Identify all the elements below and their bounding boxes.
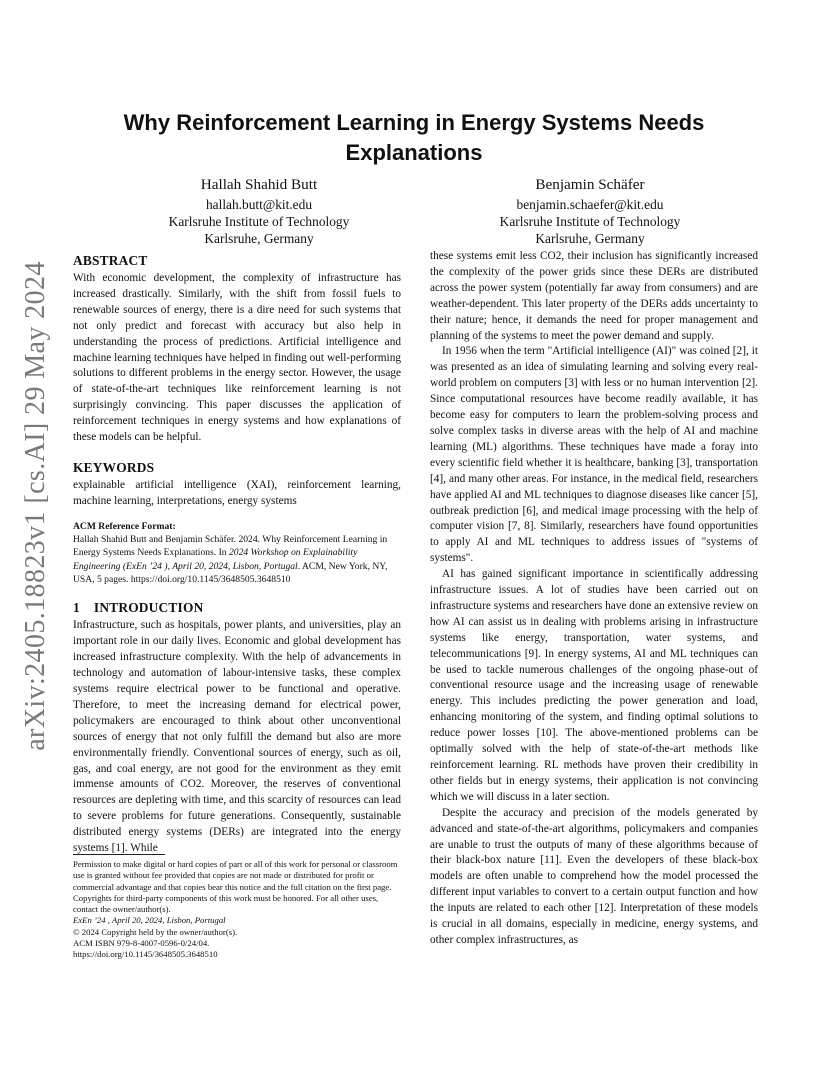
copyright-footnote [73,859,403,961]
author-email: hallah.butt@kit.edu [205,197,313,212]
author-block-1 [109,175,409,247]
intro-paragraph-1: Infrastructure, such as hospitals, power plants, and universities, play an important role in our daily lives. Economic and global development has increased infrastructure complexity. With the help of advancements in technology and automation of labour-intensive tasks, these complex systems require electrical power to be functional and operative. Therefore, to meet the increasing demand for electrical power, policymakers are encouraged to think about other unconventional sources of energy that not only fulfill the demand but also are more environmentally friendly. Conventional sources of energy, such as oil, gas, and coal energy, are not good for the environment as they emit immense amounts of CO2. Moreover, the reserves of conventional resources are depleting with time, and this scarcity of resources can lead to severe problems for future generations. Consequently, sustainable distributed energy systems (DERs) are integrated into the energy systems [1]. While [73,619,401,855]
intro-paragraph-2: In 1956 when the term "Artificial intelligence (AI)" was coined [2], it was presented as an idea of simulating learning and solving every real-world problem on computers [3] with less or no human intervention [2]. Since computational resources have become readily available, it has become easy for computers to learn the problem-solving process and solve complex tasks in diverse areas with the help of AI and machine learning (ML) algorithms. These techniques have made a foray into every scientific field whether it is healthcare, banking [3], transportation [4], and many other areas. For instance, in the medical field, researchers have applied AI and ML techniques to diagnose diseases like cancer [5], outbreak prediction [6], and medical image processing with the help of computer vision [7, 8]. Similarly, researchers have found opportunities to apply AI and ML techniques to address issues of "systems of systems". [430,345,758,565]
author-block-2 [440,175,740,247]
section-number: 1 [73,600,80,616]
footnote-venue: ExEn ’24 , April 20, 2024, Lisbon, Portugal [73,915,226,926]
author-location: Karlsruhe, Germany [204,231,314,246]
abstract-text: With economic development, the complexity of infrastructure has increased drastically. Similarly, with the shift from fossil fuels to renewable sources of energy, there is a dire need for such systems that not only predict and forecast with accuracy but also help in understanding the process of predictions. Artificial intelligence and machine learning techniques have helped in finding out well-performing solutions to different problems in the energy sector. However, the usage of state-of-the-art techniques like reinforcement learning is not surprisingly convincing. This paper discusses the application of reinforcement techniques in energy systems and how explanations of these models can be helpful. [73,272,401,444]
left-column [73,253,401,857]
introduction-heading [73,600,401,616]
arxiv-stamp-text: arXiv:2405.18823v1 [cs.AI] 29 May 2024 [20,261,52,751]
intro-paragraph-4: Despite the accuracy and precision of the models generated by advanced and state-of-the-art algorithms, policymakers and companies are unable to trust the outputs of many of these algorithms because of their black-box nature [11]. Even the developers of these black-box models are often unable to comprehend how the model processed the different input variables to convert to a certain output function and how the inputs are related to each other [12]. Interpretation of these models is crucial in all domains, especially in medicine, energy systems, and other complex infrastructures, as [430,806,758,946]
acm-reference-text [73,533,401,587]
author-affiliation: Karlsruhe Institute of Technology [499,214,681,229]
keywords-heading: KEYWORDS [73,459,155,475]
footnote-divider [73,854,165,855]
acm-reference-heading: ACM Reference Format: [73,520,176,532]
intro-paragraph-1-continued: these systems emit less CO2, their inclusion has significantly increased the complexity of the power grids since these DERs are distributed across the power system (potentially far away from consumers) and are weather-dependent. This later property of the DERs adds uncertainty to their nature; hence, it demands the need for proper management and planning of the systems to meet the power demand and supply. [430,250,758,342]
abstract-heading: ABSTRACT [73,253,148,268]
permission-notice: Permission to make digital or hard copies of part or all of this work for personal or classroom use is granted without fee provided that copies are not made or distributed for profit or commercial advantage and that copies bear this notice and the full citation on the first page. Copyrights for third-party components of this work must be honored. For all other uses, contact the owner/author(s). [73,859,398,915]
author-name: Hallah Shahid Butt [200,176,318,193]
footnote-isbn: ACM ISBN 979-8-4007-0596-0/24/04. [73,938,210,949]
footnote-doi: https://doi.org/10.1145/3648505.3648510 [73,949,218,960]
intro-paragraph-3: AI has gained significant importance in scientifically addressing infrastructure issues. A lot of studies have been carried out on infrastructure systems and researchers have done an extensive review on how AI can assist us in dealing with problems arising in infrastructure systems like energy, transportation, water systems, and telecommunications [9]. In energy systems, AI and ML techniques can be used to tackle numerous challenges of the ongoing phase-out of conventional resource usage and the increasing usage of renewable energy. This includes predicting the power generation and load, enhancing monitoring of the system, and finding optimal solutions to reduce power losses [10]. The above-mentioned problems can be optimally solved with the help of state-of-the-art methods like reinforcement learning. RL methods have proven their credibility in other fields but in energy systems, their application is not convincing which we will discuss in a later section. [430,568,758,803]
reference-authors-title: Hallah Shahid Butt and Benjamin Schäfer. 2024. Why Reinforcement Learning in Energy Systems Needs Explanations. In [73,533,388,559]
reference-venue: 2024 Workshop on Explainability Engineering (ExEn ’24 ), April 20, 2024, Lisbon, Portugal [73,547,358,572]
author-name: Benjamin Schäfer [535,176,645,193]
author-location: Karlsruhe, Germany [535,231,645,246]
paper-title: Why Reinforcement Learning in Energy Systems Needs Explanations [123,110,705,165]
author-affiliation: Karlsruhe Institute of Technology [168,214,350,229]
reference-publisher-doi: . ACM, New York, NY, USA, 5 pages. https://doi.org/10.1145/3648505.3648510 [73,560,388,585]
author-email: benjamin.schaefer@kit.edu [516,197,664,212]
footnote-copyright: © 2024 Copyright held by the owner/author(s). [73,926,238,937]
keywords-text: explainable artificial intelligence (XAI), reinforcement learning, machine learning, interpretations, energy systems [73,478,401,507]
right-column [430,249,758,949]
arxiv-side-stamp [8,261,64,751]
section-title: INTRODUCTION [93,600,204,616]
